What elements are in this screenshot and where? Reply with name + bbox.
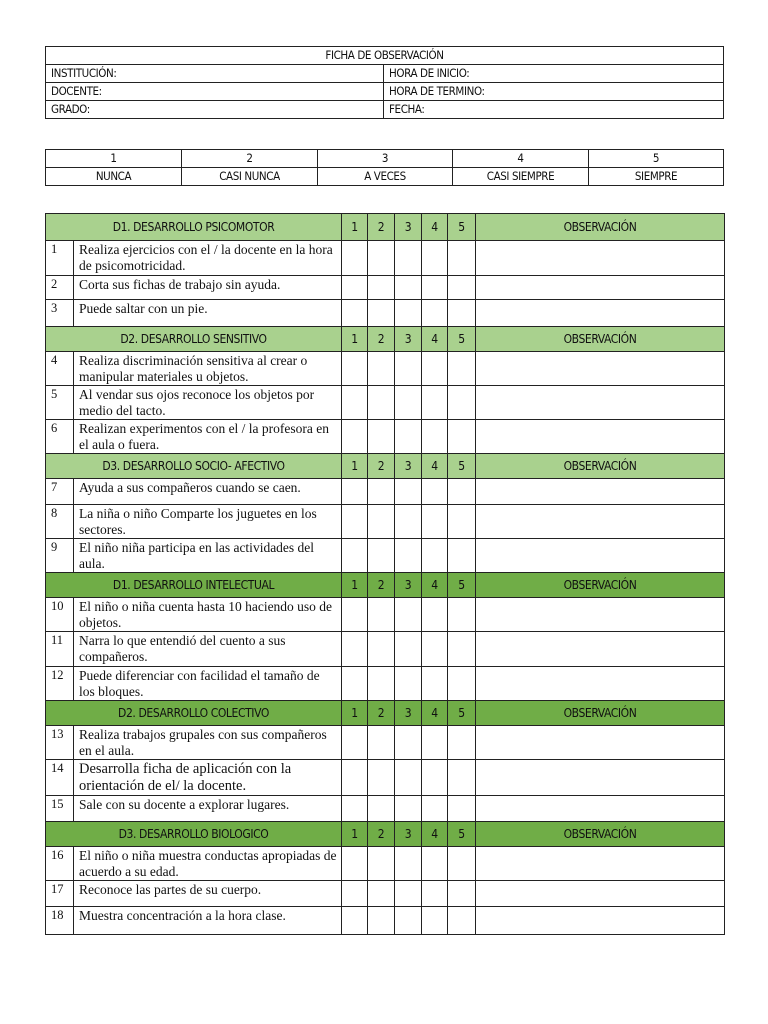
column-header-4: 4	[422, 573, 448, 598]
scale-label: A VECES	[318, 168, 453, 186]
column-header-1: 1	[342, 214, 368, 241]
observation-cell[interactable]	[476, 796, 725, 822]
rating-cell-3[interactable]	[395, 276, 422, 300]
scale-number: 5	[589, 150, 724, 168]
table-row	[46, 907, 725, 935]
rating-cell-2[interactable]	[368, 241, 395, 276]
rating-cell-1[interactable]	[342, 420, 368, 454]
observation-cell[interactable]	[476, 420, 725, 454]
item-text: Muestra concentración a la hora clase.	[74, 907, 342, 935]
observation-table	[45, 213, 725, 935]
observation-cell[interactable]	[476, 276, 725, 300]
table-row	[46, 598, 725, 632]
observation-cell[interactable]	[476, 300, 725, 327]
hora-termino-field[interactable]: HORA DE TERMINO:	[384, 83, 724, 101]
table-row	[46, 479, 725, 505]
observation-cell[interactable]	[476, 907, 725, 935]
item-text: La niña o niño Comparte los juguetes en los sectores.	[74, 505, 342, 539]
section-title: D3. DESARROLLO BIOLOGICO	[46, 822, 342, 847]
item-text: Sale con su docente a explorar lugares.	[74, 796, 342, 822]
item-number: 17	[46, 881, 74, 907]
item-text: Desarrolla ficha de aplicación con la orientación de el/ la docente.	[74, 760, 342, 796]
rating-cell-3[interactable]	[395, 300, 422, 327]
item-number: 9	[46, 539, 74, 573]
column-header-2: 2	[368, 454, 395, 479]
rating-cell-2[interactable]	[368, 847, 395, 881]
rating-cell-2[interactable]	[368, 300, 395, 327]
scale-number: 4	[453, 150, 589, 168]
scale-number: 3	[318, 150, 453, 168]
column-header-2: 2	[368, 214, 395, 241]
observation-cell[interactable]	[476, 386, 725, 420]
table-row	[46, 241, 725, 276]
item-number: 2	[46, 276, 74, 300]
rating-cell-5[interactable]	[448, 300, 476, 327]
table-row	[46, 420, 725, 454]
rating-cell-4[interactable]	[422, 241, 448, 276]
rating-cell-4[interactable]	[422, 598, 448, 632]
observation-cell[interactable]	[476, 352, 725, 386]
rating-cell-4[interactable]	[422, 632, 448, 667]
scale-number: 2	[182, 150, 318, 168]
rating-cell-1[interactable]	[342, 386, 368, 420]
column-header-5: 5	[448, 822, 476, 847]
item-number: 13	[46, 726, 74, 760]
rating-cell-5[interactable]	[448, 420, 476, 454]
rating-cell-3[interactable]	[395, 632, 422, 667]
observation-cell[interactable]	[476, 847, 725, 881]
rating-cell-4[interactable]	[422, 276, 448, 300]
item-number: 10	[46, 598, 74, 632]
rating-cell-4[interactable]	[422, 796, 448, 822]
rating-cell-2[interactable]	[368, 479, 395, 505]
table-row	[46, 847, 725, 881]
item-text: El niño niña participa en las actividades del aula.	[74, 539, 342, 573]
column-header-4: 4	[422, 214, 448, 241]
rating-cell-5[interactable]	[448, 907, 476, 935]
column-header-3: 3	[395, 822, 422, 847]
item-text: Reconoce las partes de su cuerpo.	[74, 881, 342, 907]
rating-cell-4[interactable]	[422, 300, 448, 327]
column-header-2: 2	[368, 701, 395, 726]
rating-cell-3[interactable]	[395, 479, 422, 505]
rating-cell-1[interactable]	[342, 907, 368, 935]
rating-cell-4[interactable]	[422, 505, 448, 539]
item-number: 8	[46, 505, 74, 539]
scale-label: NUNCA	[46, 168, 182, 186]
column-header-5: 5	[448, 327, 476, 352]
table-row	[46, 300, 725, 327]
section-title: D2. DESARROLLO COLECTIVO	[46, 701, 342, 726]
rating-cell-2[interactable]	[368, 760, 395, 796]
rating-cell-3[interactable]	[395, 598, 422, 632]
item-text: El niño o niña cuenta hasta 10 haciendo uso de objetos.	[74, 598, 342, 632]
rating-cell-4[interactable]	[422, 352, 448, 386]
table-row	[46, 632, 725, 667]
column-header-4: 4	[422, 822, 448, 847]
table-row	[46, 760, 725, 796]
scale-legend-table	[45, 149, 724, 186]
rating-cell-5[interactable]	[448, 386, 476, 420]
rating-cell-4[interactable]	[422, 907, 448, 935]
item-text: Puede saltar con un pie.	[74, 300, 342, 327]
item-text: Realiza trabajos grupales con sus compañeros en el aula.	[74, 726, 342, 760]
rating-cell-1[interactable]	[342, 479, 368, 505]
item-text: El niño o niña muestra conductas apropiadas de acuerdo a su edad.	[74, 847, 342, 881]
rating-cell-3[interactable]	[395, 352, 422, 386]
section-title: D3. DESARROLLO SOCIO- AFECTIVO	[46, 454, 342, 479]
table-row	[46, 505, 725, 539]
rating-cell-5[interactable]	[448, 632, 476, 667]
item-number: 15	[46, 796, 74, 822]
rating-cell-1[interactable]	[342, 539, 368, 573]
rating-cell-3[interactable]	[395, 241, 422, 276]
item-text: Al vendar sus ojos reconoce los objetos por medio del tacto.	[74, 386, 342, 420]
column-header-1: 1	[342, 327, 368, 352]
item-text: Realiza discriminación sensitiva al crear o manipular materiales u objetos.	[74, 352, 342, 386]
item-text: Narra lo que entendió del cuento a sus compañeros.	[74, 632, 342, 667]
item-number: 6	[46, 420, 74, 454]
rating-cell-3[interactable]	[395, 726, 422, 760]
scale-label: SIEMPRE	[589, 168, 724, 186]
column-header-observacion: OBSERVACIÓN	[476, 822, 725, 847]
rating-cell-3[interactable]	[395, 539, 422, 573]
rating-cell-2[interactable]	[368, 667, 395, 701]
rating-cell-1[interactable]	[342, 598, 368, 632]
column-header-3: 3	[395, 454, 422, 479]
rating-cell-5[interactable]	[448, 352, 476, 386]
rating-cell-1[interactable]	[342, 760, 368, 796]
column-header-1: 1	[342, 822, 368, 847]
rating-cell-2[interactable]	[368, 420, 395, 454]
item-number: 16	[46, 847, 74, 881]
item-number: 3	[46, 300, 74, 327]
scale-label: CASI SIEMPRE	[453, 168, 589, 186]
section-title: D1. DESARROLLO PSICOMOTOR	[46, 214, 342, 241]
column-header-3: 3	[395, 214, 422, 241]
column-header-observacion: OBSERVACIÓN	[476, 327, 725, 352]
column-header-2: 2	[368, 822, 395, 847]
rating-cell-5[interactable]	[448, 276, 476, 300]
rating-cell-5[interactable]	[448, 796, 476, 822]
item-text: Realizan experimentos con el / la profesora en el aula o fuera.	[74, 420, 342, 454]
grado-field[interactable]: GRADO:	[46, 101, 384, 119]
rating-cell-4[interactable]	[422, 760, 448, 796]
rating-cell-3[interactable]	[395, 667, 422, 701]
rating-cell-2[interactable]	[368, 632, 395, 667]
item-number: 18	[46, 907, 74, 935]
rating-cell-2[interactable]	[368, 276, 395, 300]
item-text: Corta sus fichas de trabajo sin ayuda.	[74, 276, 342, 300]
rating-cell-2[interactable]	[368, 352, 395, 386]
table-row	[46, 539, 725, 573]
observation-cell[interactable]	[476, 241, 725, 276]
scale-number: 1	[46, 150, 182, 168]
rating-cell-1[interactable]	[342, 352, 368, 386]
column-header-1: 1	[342, 573, 368, 598]
rating-cell-4[interactable]	[422, 881, 448, 907]
table-row	[46, 796, 725, 822]
rating-cell-2[interactable]	[368, 386, 395, 420]
observation-cell[interactable]	[476, 479, 725, 505]
rating-cell-1[interactable]	[342, 241, 368, 276]
fecha-field[interactable]: FECHA:	[384, 101, 724, 119]
item-number: 12	[46, 667, 74, 701]
rating-cell-4[interactable]	[422, 479, 448, 505]
table-row	[46, 352, 725, 386]
rating-cell-3[interactable]	[395, 796, 422, 822]
table-row	[46, 386, 725, 420]
column-header-5: 5	[448, 454, 476, 479]
header-table	[45, 46, 724, 119]
item-text: Realiza ejercicios con el / la docente en la hora de psicomotricidad.	[74, 241, 342, 276]
observation-cell[interactable]	[476, 539, 725, 573]
rating-cell-1[interactable]	[342, 667, 368, 701]
observation-cell[interactable]	[476, 667, 725, 701]
column-header-4: 4	[422, 701, 448, 726]
column-header-1: 1	[342, 454, 368, 479]
item-number: 1	[46, 241, 74, 276]
item-text: Puede diferenciar con facilidad el tamaño de los bloques.	[74, 667, 342, 701]
item-number: 7	[46, 479, 74, 505]
column-header-observacion: OBSERVACIÓN	[476, 701, 725, 726]
item-number: 11	[46, 632, 74, 667]
section-title: D2. DESARROLLO SENSITIVO	[46, 327, 342, 352]
column-header-2: 2	[368, 573, 395, 598]
observation-cell[interactable]	[476, 760, 725, 796]
rating-cell-5[interactable]	[448, 881, 476, 907]
item-text: Ayuda a sus compañeros cuando se caen.	[74, 479, 342, 505]
rating-cell-4[interactable]	[422, 539, 448, 573]
column-header-5: 5	[448, 214, 476, 241]
form-title: FICHA DE OBSERVACIÓN	[46, 47, 724, 65]
column-header-4: 4	[422, 327, 448, 352]
rating-cell-2[interactable]	[368, 796, 395, 822]
column-header-5: 5	[448, 701, 476, 726]
column-header-3: 3	[395, 573, 422, 598]
rating-cell-3[interactable]	[395, 847, 422, 881]
rating-cell-1[interactable]	[342, 726, 368, 760]
observation-cell[interactable]	[476, 881, 725, 907]
rating-cell-3[interactable]	[395, 907, 422, 935]
hora-inicio-field[interactable]: HORA DE INICIO:	[384, 65, 724, 83]
rating-cell-5[interactable]	[448, 667, 476, 701]
column-header-1: 1	[342, 701, 368, 726]
rating-cell-1[interactable]	[342, 847, 368, 881]
column-header-3: 3	[395, 701, 422, 726]
rating-cell-4[interactable]	[422, 726, 448, 760]
section-title: D1. DESARROLLO INTELECTUAL	[46, 573, 342, 598]
rating-cell-2[interactable]	[368, 539, 395, 573]
rating-cell-4[interactable]	[422, 420, 448, 454]
observation-cell[interactable]	[476, 598, 725, 632]
rating-cell-1[interactable]	[342, 881, 368, 907]
rating-cell-5[interactable]	[448, 760, 476, 796]
rating-cell-3[interactable]	[395, 760, 422, 796]
rating-cell-1[interactable]	[342, 505, 368, 539]
rating-cell-1[interactable]	[342, 300, 368, 327]
column-header-observacion: OBSERVACIÓN	[476, 214, 725, 241]
column-header-2: 2	[368, 327, 395, 352]
rating-cell-5[interactable]	[448, 479, 476, 505]
rating-cell-4[interactable]	[422, 847, 448, 881]
rating-cell-5[interactable]	[448, 505, 476, 539]
observation-cell[interactable]	[476, 632, 725, 667]
rating-cell-5[interactable]	[448, 726, 476, 760]
rating-cell-2[interactable]	[368, 505, 395, 539]
rating-cell-2[interactable]	[368, 726, 395, 760]
table-row	[46, 726, 725, 760]
rating-cell-4[interactable]	[422, 386, 448, 420]
rating-cell-5[interactable]	[448, 847, 476, 881]
table-row	[46, 276, 725, 300]
scale-label: CASI NUNCA	[182, 168, 318, 186]
observation-cell[interactable]	[476, 505, 725, 539]
observation-cell[interactable]	[476, 726, 725, 760]
rating-cell-1[interactable]	[342, 632, 368, 667]
rating-cell-3[interactable]	[395, 386, 422, 420]
item-number: 5	[46, 386, 74, 420]
rating-cell-2[interactable]	[368, 881, 395, 907]
column-header-4: 4	[422, 454, 448, 479]
rating-cell-2[interactable]	[368, 598, 395, 632]
column-header-5: 5	[448, 573, 476, 598]
item-number: 4	[46, 352, 74, 386]
rating-cell-3[interactable]	[395, 420, 422, 454]
rating-cell-4[interactable]	[422, 667, 448, 701]
rating-cell-1[interactable]	[342, 276, 368, 300]
column-header-3: 3	[395, 327, 422, 352]
rating-cell-5[interactable]	[448, 598, 476, 632]
docente-field[interactable]: DOCENTE:	[46, 83, 384, 101]
column-header-observacion: OBSERVACIÓN	[476, 454, 725, 479]
institucion-field[interactable]: INSTITUCIÓN:	[46, 65, 384, 83]
rating-cell-3[interactable]	[395, 505, 422, 539]
rating-cell-5[interactable]	[448, 539, 476, 573]
table-row	[46, 881, 725, 907]
column-header-observacion: OBSERVACIÓN	[476, 573, 725, 598]
item-number: 14	[46, 760, 74, 796]
rating-cell-3[interactable]	[395, 881, 422, 907]
rating-cell-5[interactable]	[448, 241, 476, 276]
rating-cell-1[interactable]	[342, 796, 368, 822]
rating-cell-2[interactable]	[368, 907, 395, 935]
table-row	[46, 667, 725, 701]
